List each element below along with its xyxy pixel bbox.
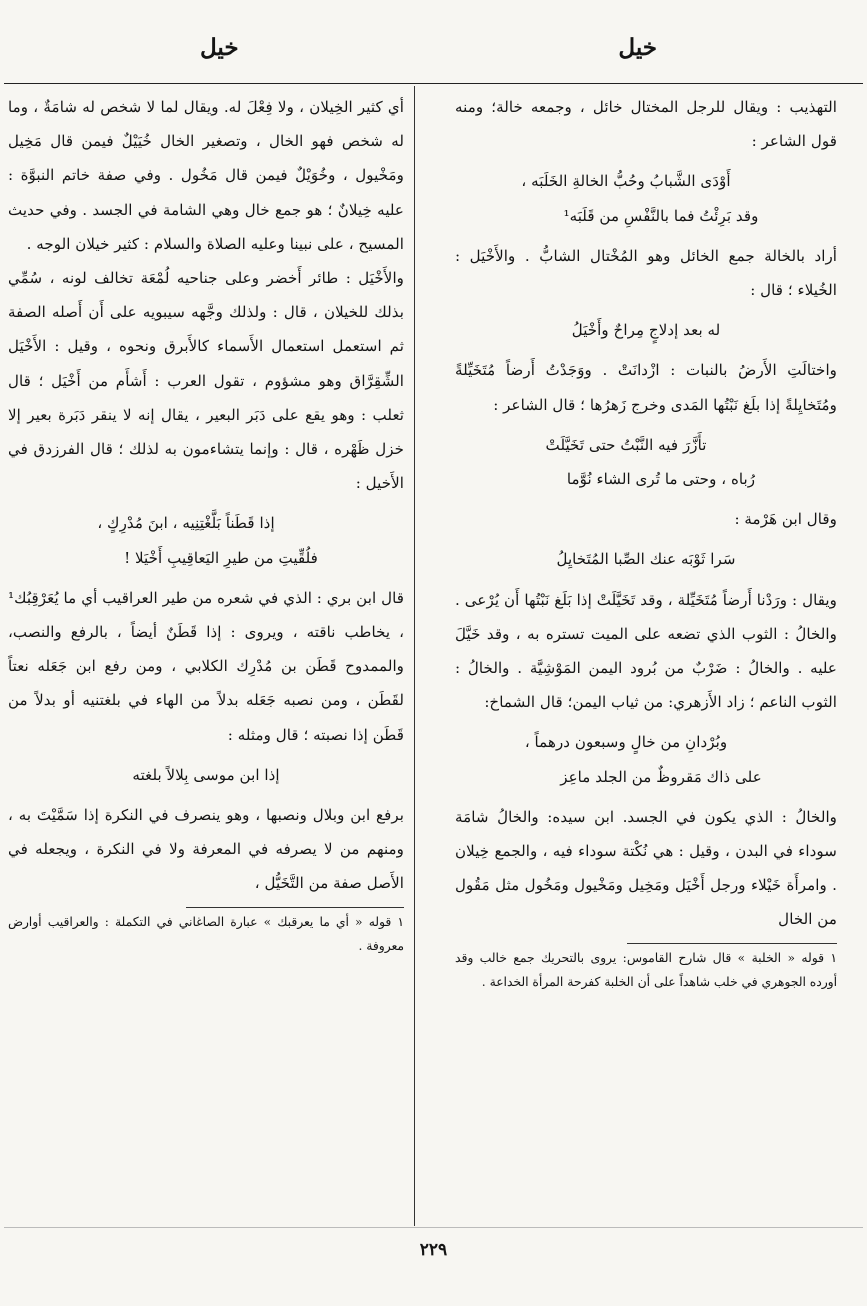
- paragraph: والأَخْيَل : طائر أَخضر وعلى جناحيه لُمْعَة تخالف لونه ، سُمِّي بذلك للخيلان ، قال : ولذلك وجَّهه سيبويه على أَن أَصله الصفة ثم استعمل استعمال الأَسماء كالأَبرق ونحوه ، وقيل : الأَخْيَل الشِّقِرَّاق وهو مشؤوم ، تقول العرب : أَشأَم من أَخْيَل ؛ قال ثعلب : وهو يقع على دَبَر البعير ، يقال إنه لا ينقر دَبَرة بعير إلا خزل ظَهْره ، قال : وإنما يتشاءمون به لذلك ؛ قال الفرزدق في الأَخيل :: [8, 269, 404, 493]
- footnote-rule: [627, 943, 837, 944]
- right-column: [455, 90, 837, 994]
- column-divider: [414, 86, 415, 1226]
- header-entry-word-right: خيل: [618, 34, 657, 61]
- left-column: [8, 90, 404, 958]
- paragraph: برفع ابن وبلال ونصبها ، وهو ينصرف في النكرة إذا سَمَّيْتَ به ، ومنهم من لا يصرفه في المعرفة ولا في النكرة ، ويجعله في الأَصل صفة من التَّخَيُّل ،: [8, 806, 404, 893]
- paragraph: أي كثير الخِيلان ، ولا فِعْلَ له. ويقال لما لا شخص له شامَةٌ ، وما له شخص فهو الخال ، وتصغير الخال خُيَيْلٌ فيمن قال مَخِيل ومَخْيول ، وخُوَيْلٌ فيمن قال مَخُول . وفي صفة خاتم النبوَّة : عليه خِيلانٌ ؛ هو جمع خال وهي الشامة في الجسد . وفي حديث المسيح ، على نبينا وعليه الصلاة والسلام : كثير خيلان الوجه .: [8, 98, 404, 253]
- verse-line: سَرا ثَوْبَه عنك الصِّبا المُتَخايِلُ: [556, 550, 736, 569]
- verse-line: إذا ابن موسى بِلالاً بلغته: [132, 765, 280, 784]
- footnote: ١ قوله « أي ما يعرقبك » عبارة الصاغاني في التكملة : والعراقيب أوارض معروفة .: [8, 914, 404, 953]
- paragraph: التهذيب : ويقال للرجل المختال خائل ، وجمعه خالة؛ ومنه قول الشاعر :: [455, 98, 837, 151]
- footnote: ١ قوله « الخلبة » قال شارح القاموس: يروى بالتحريك جمع خالب وقد أورده الجوهري في خلب شاهداً على أن الخلبة كفرحة المرأة الخداعة .: [455, 950, 837, 989]
- verse-line: رُباه ، وحتى ما تُرى الشاء نُوَّما: [566, 470, 756, 489]
- verse-line: على ذاك مَقروظٌ من الجلد ماعِز: [560, 767, 762, 786]
- page-number: ٢٢٩: [419, 1240, 448, 1260]
- verse: [8, 758, 404, 792]
- verse: [455, 725, 837, 793]
- paragraph: والخالُ : الذي يكون في الجسد. ابن سيده: والخالُ شامَة سوداء في البدن ، وقيل : هي نُكْتة سوداء فيه ، والجمع خِيلان . وامرأَة خَيْلاء ورجل أَخْيَل ومَخِيل ومَخْيول ومَخُول مثل مَقُول من الخال: [455, 807, 837, 929]
- paragraph: قال ابن بري : الذي في شعره من طير العراقيب أي ما يُعَرْقِبُك¹ ، يخاطب ناقته ، ويروى : إذا قَطَنٌ أيضاً ، بالرفع والنصب، والممدوح قَطَن بن مُدْرِك الكلابي ، ومن رفع ابن جَعَله نعتاً لقَطَن ، ومن نصبه جَعَله بدلاً من الهاء في بلغتنيه أو بدلاً من قَطَن إذا نصبته ؛ قال ومثله :: [8, 588, 404, 744]
- verse: [455, 542, 837, 576]
- verse: [8, 506, 404, 574]
- verse-line: له بعد إدلاجٍ مِراحٌ وأَخْيَلُ: [571, 321, 721, 340]
- footer-rule: [4, 1227, 863, 1228]
- header-rule: [4, 83, 863, 84]
- paragraph: أراد بالخالة جمع الخائل وهو المُخْتال الشابُّ . والأَخْيَل : الخُيلاء ؛ قال :: [455, 246, 837, 300]
- paragraph: واختالَتِ الأَرضُ بالنبات : ازْدانَتْ . ووَجَدْتُ أَرضاً مُتَخَيِّلةً ومُتَخايِلةً إذا بلَغ نَبْتُها المَدى وخرج زَهرُها ؛ قال الشاعر :: [455, 361, 837, 414]
- verse-line: وقد بَرِئْتُ فما بالنَّفْسِ من قَلَبَه¹: [563, 206, 759, 225]
- verse-line: فلُقِّيتِ من طيرِ اليَعاقِيبِ أَخْيَلا !: [124, 548, 318, 567]
- verse-line: تأَزَّرَ فيه النَّبْتُ حتى تَخَيَّلَتْ: [545, 435, 707, 454]
- footnote-rule: [186, 907, 404, 908]
- verse: [455, 428, 837, 496]
- verse: [455, 164, 837, 232]
- verse-line: إذا قَطَناً بَلَّغْتِنِيه ، ابنَ مُدْرِكٍ ،: [97, 514, 275, 533]
- paragraph: وقال ابن هَرْمة :: [734, 510, 837, 529]
- verse-line: أَوْدَى الشَّبابُ وحُبُّ الخالةِ الخَلَبَه ،: [521, 172, 731, 191]
- verse-line: وبُرْدانِ من خالٍ وسبعون درهماً ،: [524, 733, 728, 752]
- paragraph: ويقال : ورَدْنا أَرضاً مُتَخَيِّلة ، وقد تَخَيَّلَتْ إذا بَلَغ نَبْتُها أَن يُرْعى . والخالُ : الثوب الذي تضعه على الميت تستره به ، وقد خَيَّلَ عليه . والخالُ : ضَرْبٌ من بُرود اليمن المَوْشِيَّة . والخالُ : الثوب الناعم ؛ زاد الأَزهري: من ثياب اليمن؛ قال الشماخ:: [455, 590, 837, 712]
- verse: [455, 313, 837, 347]
- header-entry-word-left: خيل: [200, 34, 239, 61]
